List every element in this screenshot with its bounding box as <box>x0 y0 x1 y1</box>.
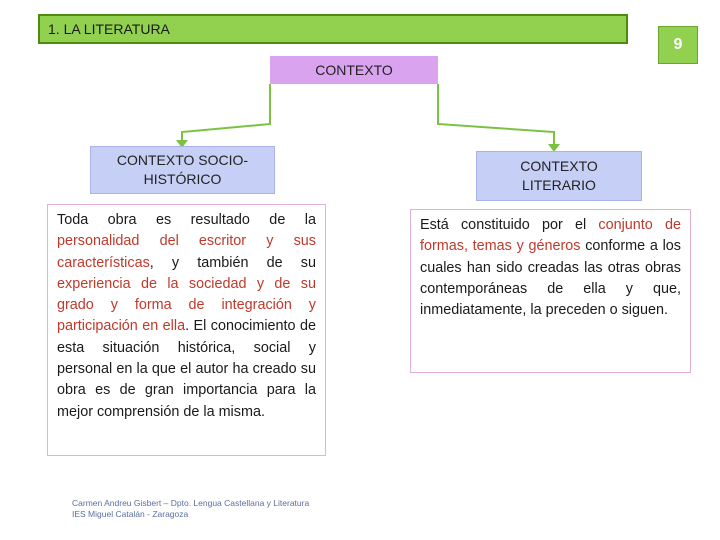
text-span: . El conocimiento de esta situación histórica, social y personal en la que el autor ha creado su obra es de gran importancia para la mejor comprensión de la misma. <box>57 318 317 420</box>
page-number: 9 <box>658 26 698 64</box>
text-span: , y también de su <box>149 254 316 271</box>
footer-author: Carmen Andreu Gisbert – Dpto. Lengua Castellana y Literatura <box>72 498 310 508</box>
highlight-text: conjunto de formas, temas y géneros <box>420 217 681 255</box>
text-span: Toda obra es resultado de la <box>57 212 316 228</box>
connector-left <box>182 84 270 146</box>
footer-credits <box>72 498 309 520</box>
highlight-text: personalidad del escritor y sus características <box>57 233 316 271</box>
text-span: Está constituido por el <box>420 217 599 233</box>
diagram-node-contexto: CONTEXTO <box>270 56 438 84</box>
highlight-text: experiencia de la sociedad y de su grado y forma de integración y participación en ella <box>57 275 316 335</box>
footer-school: IES Miguel Catalán - Zaragoza <box>72 509 189 519</box>
literario-text <box>410 209 691 373</box>
socio-historico-text <box>47 204 326 456</box>
connector-right <box>438 84 554 150</box>
diagram-node-socio-historico: CONTEXTO SOCIO-HISTÓRICO <box>90 146 275 194</box>
section-title: 1. LA LITERATURA <box>48 21 170 37</box>
text-span: conforme a los cuales han sido creadas las otras obras contemporáneas de ella y que, inmediatamente, la preceden o siguen. <box>420 238 681 319</box>
diagram-node-literario: CONTEXTO LITERARIO <box>476 151 642 201</box>
